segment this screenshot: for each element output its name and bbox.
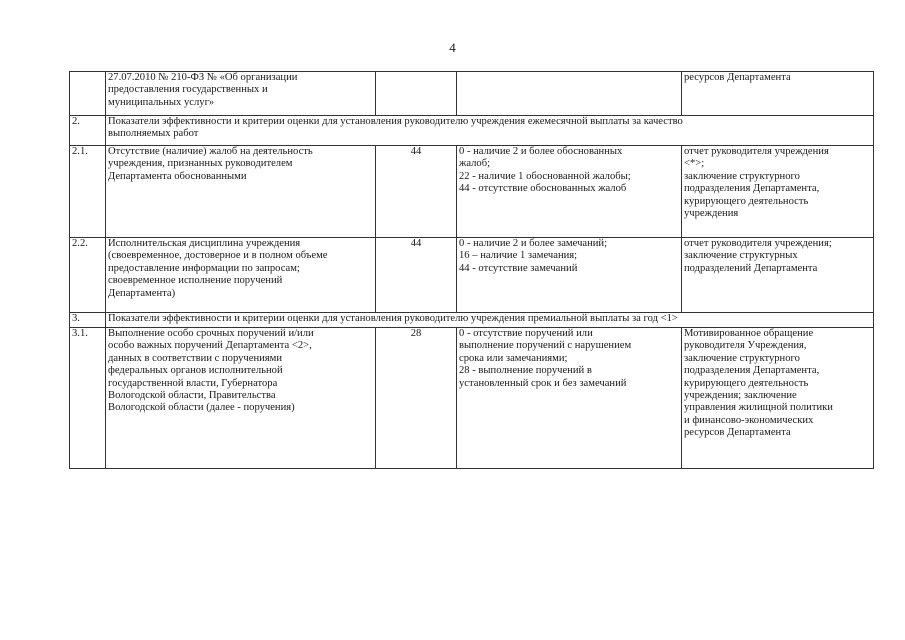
criterion-cell-line: Отсутствие (наличие) жалоб на деятельность [108, 146, 313, 157]
source-cell-line: ресурсов Департамента [684, 72, 791, 83]
score-values-cell [457, 146, 682, 238]
score-values-cell-line: 22 - наличие 1 обоснованной жалобы; [459, 170, 631, 182]
source-cell-line: учреждения; заключение [684, 390, 797, 402]
section-title-line: выполняемых работ [108, 128, 199, 140]
criterion-cell-line: Выполнение особо срочных поручений и/или [108, 328, 314, 339]
source-cell-line: <*>; [684, 158, 705, 170]
source-cell [682, 238, 874, 313]
row-number: 3. [70, 313, 106, 328]
source-cell [682, 328, 874, 469]
criterion-cell [106, 146, 376, 238]
criterion-cell-line: Исполнительская дисциплина учреждения [108, 238, 301, 249]
score-values-cell-line: 16 – наличие 1 замечания; [459, 250, 578, 262]
criterion-cell-line: федеральных органов исполнительной [108, 365, 283, 377]
criterion-cell-line: учреждения, признанных руководителем [108, 158, 293, 170]
section-title-line: Показатели эффективности и критерии оценки для установления руководителю учреждения ежемесячной выплаты за качество [108, 116, 683, 127]
criterion-cell-line: Департамента обоснованными [108, 170, 247, 182]
score-values-cell-line: 28 - выполнение поручений в [459, 365, 592, 377]
source-cell-line: управления жилищной политики [684, 402, 833, 414]
row-number: 2. [70, 116, 106, 146]
criterion-cell-line: Вологодской области (далее - поручения) [108, 402, 295, 414]
section-title [106, 313, 874, 328]
score-values-cell-line: 0 - наличие 2 и более замечаний; [459, 238, 608, 249]
source-cell-line: подразделения Департамента, [684, 183, 820, 195]
criterion-cell-line: особо важных поручений Департамента <2>, [108, 340, 312, 352]
score-values-cell-line: выполнение поручений с нарушением [459, 340, 632, 352]
max-score-cell: 28 [376, 328, 457, 469]
page-number: 4 [449, 40, 456, 55]
score-values-cell-line: 0 - отсутствие поручений или [459, 328, 593, 339]
source-cell-line: курирующего деятельность [684, 377, 809, 389]
score-values-cell [457, 328, 682, 469]
table-row [70, 72, 874, 116]
criterion-cell-line: Департамента) [108, 287, 176, 299]
source-cell-line: курирующего деятельность [684, 195, 809, 207]
score-values-cell-line: 44 - отсутствие замечаний [459, 262, 578, 274]
score-values-cell-line: срока или замечаниями; [459, 352, 568, 364]
criterion-cell-line: муниципальных услуг» [108, 96, 215, 108]
source-cell-line: и финансово-экономических [684, 414, 814, 426]
row-number [70, 72, 106, 116]
source-cell-line: отчет руководителя учреждения; [684, 238, 832, 249]
source-cell-line: заключение структурных [684, 250, 798, 262]
table-row [70, 238, 874, 313]
score-values-cell-line: установленный срок и без замечаний [459, 377, 627, 389]
criterion-cell-line: предоставления государственных и [108, 84, 268, 96]
row-number: 3.1. [70, 328, 106, 469]
table-row [70, 328, 874, 469]
max-score-cell: 44 [376, 146, 457, 238]
criterion-cell-line: предоставление информации по запросам; [108, 262, 300, 274]
source-cell-line: отчет руководителя учреждения [684, 146, 829, 157]
score-values-cell [457, 72, 682, 116]
criteria-table-body [70, 72, 874, 469]
source-cell-line: подразделений Департамента [684, 262, 818, 274]
source-cell-line: заключение структурного [684, 170, 800, 182]
criterion-cell [106, 328, 376, 469]
max-score-cell [376, 72, 457, 116]
row-number: 2.1. [70, 146, 106, 238]
criterion-cell-line: (своевременное, достоверное и в полном объеме [108, 250, 328, 262]
row-number: 2.2. [70, 238, 106, 313]
criterion-cell-line: Вологодской области, Правительства [108, 390, 276, 402]
source-cell-line: учреждения [684, 208, 739, 220]
source-cell [682, 72, 874, 116]
table-row [70, 146, 874, 238]
section-title [106, 116, 874, 146]
criterion-cell [106, 72, 376, 116]
section-header-row [70, 313, 874, 328]
source-cell-line: Мотивированное обращение [684, 328, 814, 339]
section-title-line: Показатели эффективности и критерии оценки для установления руководителю учреждения премиальной выплаты за год <1> [108, 313, 678, 324]
source-cell [682, 146, 874, 238]
criterion-cell-line: данных в соответствии с поручениями [108, 352, 283, 364]
source-cell-line: руководителя Учреждения, [684, 340, 807, 352]
criterion-cell-line: своевременное исполнение поручений [108, 275, 283, 287]
criterion-cell-line: 27.07.2010 № 210-ФЗ № «Об организации [108, 72, 298, 83]
criteria-table [69, 71, 874, 469]
score-values-cell-line: жалоб; [459, 158, 491, 170]
max-score-cell: 44 [376, 238, 457, 313]
section-header-row [70, 116, 874, 146]
source-cell-line: ресурсов Департамента [684, 427, 791, 439]
criterion-cell [106, 238, 376, 313]
score-values-cell-line: 0 - наличие 2 и более обоснованных [459, 146, 623, 157]
criterion-cell-line: государственной власти, Губернатора [108, 377, 278, 389]
score-values-cell [457, 238, 682, 313]
score-values-cell-line: 44 - отсутствие обоснованных жалоб [459, 183, 627, 195]
source-cell-line: подразделения Департамента, [684, 365, 820, 377]
source-cell-line: заключение структурного [684, 352, 800, 364]
